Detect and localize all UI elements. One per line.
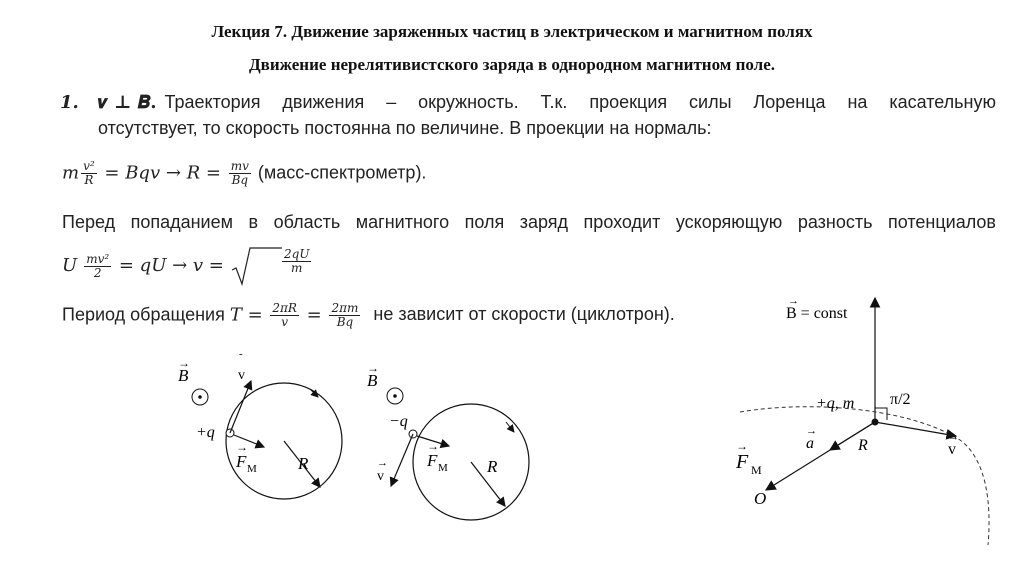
charge-label: +q, m <box>816 395 855 412</box>
eq3-T: T = <box>229 304 269 326</box>
eq1-mid: = Bqv → R = <box>98 162 227 184</box>
eq2-root-num: 2qU <box>284 247 310 261</box>
v-label: v <box>238 368 245 383</box>
eq2-mid: = qU → v = <box>113 254 230 276</box>
eq2-f1-den: 2 <box>93 265 102 280</box>
figure-3d-trajectory <box>730 290 1020 560</box>
equation-3 <box>62 302 675 329</box>
sqrt-sign-icon <box>230 246 282 286</box>
eq1-f2-num: mv <box>230 159 249 173</box>
charge-label: −q <box>389 413 408 430</box>
radius-label: R <box>858 437 868 454</box>
item-number: 1. <box>60 92 79 113</box>
item-text-2: отсутствует, то скорость постоянна по величине. В проекции на нормаль: <box>98 118 712 138</box>
radius-label: R <box>298 454 309 473</box>
b-arrow-icon: → <box>788 295 799 307</box>
b-arrow-icon: → <box>367 361 379 375</box>
eq1-f1-num: v² <box>83 159 95 173</box>
eq3-f2-num: 2πm <box>331 301 359 315</box>
eq3-f2-den: Bq <box>336 315 354 329</box>
v-label: v <box>948 441 956 458</box>
eq1-f1-den: R <box>84 173 94 187</box>
eq2-root-den: m <box>291 261 303 275</box>
section-title: Движение нерелятивистского заряда в однородном магнитном поле. <box>248 55 776 74</box>
equation-1 <box>62 160 426 187</box>
eq1-m: m <box>62 162 80 184</box>
velocity-vector <box>230 381 251 433</box>
right-angle-icon <box>875 408 887 420</box>
b-field-dot-icon <box>198 395 202 399</box>
velocity-vector <box>391 434 413 486</box>
force-arrow-icon: → <box>427 439 439 453</box>
force-label: F <box>736 451 749 473</box>
eq3-f1-den: v <box>281 315 289 329</box>
eq2-f1-num: mv² <box>86 251 110 266</box>
b-label: B <box>178 366 189 385</box>
trajectory-dashed <box>740 407 989 545</box>
force-arrow-icon: → <box>736 439 748 453</box>
eq3-prefix: Период обращения <box>62 304 225 325</box>
eq3-f1-num: 2πR <box>272 301 297 315</box>
eq1-tail: (масс-спектрометр). <box>257 162 427 183</box>
figure-negative-charge <box>355 360 555 530</box>
rotation-arrow-icon <box>506 422 514 432</box>
force-sub: M <box>751 463 762 477</box>
eq3-fraction-2 <box>329 302 360 329</box>
eq2-fraction-1 <box>84 253 111 280</box>
item-text-1: Траектория движения – окружность. Т.к. проекция силы Лоренца на касательную <box>164 92 996 112</box>
force-label: F <box>236 452 247 471</box>
v-bar-icon: - <box>239 348 243 360</box>
angle-label: π/2 <box>890 391 911 408</box>
b-field-dot-icon <box>393 394 397 398</box>
eq3-fraction-1 <box>270 302 299 329</box>
figure-positive-charge <box>160 345 360 525</box>
force-label: F <box>427 451 438 470</box>
eq1-f2-den: Bq <box>231 173 249 187</box>
item-condition: 𝒗 ⊥ 𝑩. <box>98 92 157 113</box>
force-sub: M <box>438 462 448 474</box>
eq2-sqrt <box>230 246 282 286</box>
v-arrow-icon: → <box>377 457 388 469</box>
a-arrow-icon: → <box>806 425 817 437</box>
acceleration-vector <box>830 422 875 450</box>
v-label: v <box>377 469 384 484</box>
b-const-label: B = const <box>786 305 848 322</box>
velocity-vector <box>875 422 956 436</box>
radius-label: R <box>487 457 498 476</box>
origin-label: O <box>754 489 767 508</box>
force-sub: M <box>247 463 257 475</box>
b-arrow-icon: → <box>178 356 190 370</box>
force-arrow-icon: → <box>236 440 248 454</box>
eq3-tail: не зависит от скорости (циклотрон). <box>373 304 675 325</box>
v-arrow-icon: → <box>948 431 959 443</box>
charge-label: +q <box>196 424 215 441</box>
b-label: B <box>367 371 378 390</box>
equation-2 <box>62 246 310 286</box>
lecture-title: Лекция 7. Движение заряженных частиц в электрическом и магнитном полях <box>211 22 813 41</box>
eq2-root-fraction <box>282 248 311 275</box>
eq1-fraction-2 <box>229 160 251 187</box>
eq2-U: U <box>62 254 78 276</box>
eq1-fraction-1 <box>81 160 97 187</box>
eq3-eq: = <box>300 304 328 326</box>
paragraph-2: Перед попаданием в область магнитного поля заряд проходит ускоряющую разность потенциалов <box>62 212 996 232</box>
item-line-1 <box>60 92 996 113</box>
a-label: a <box>806 435 814 452</box>
